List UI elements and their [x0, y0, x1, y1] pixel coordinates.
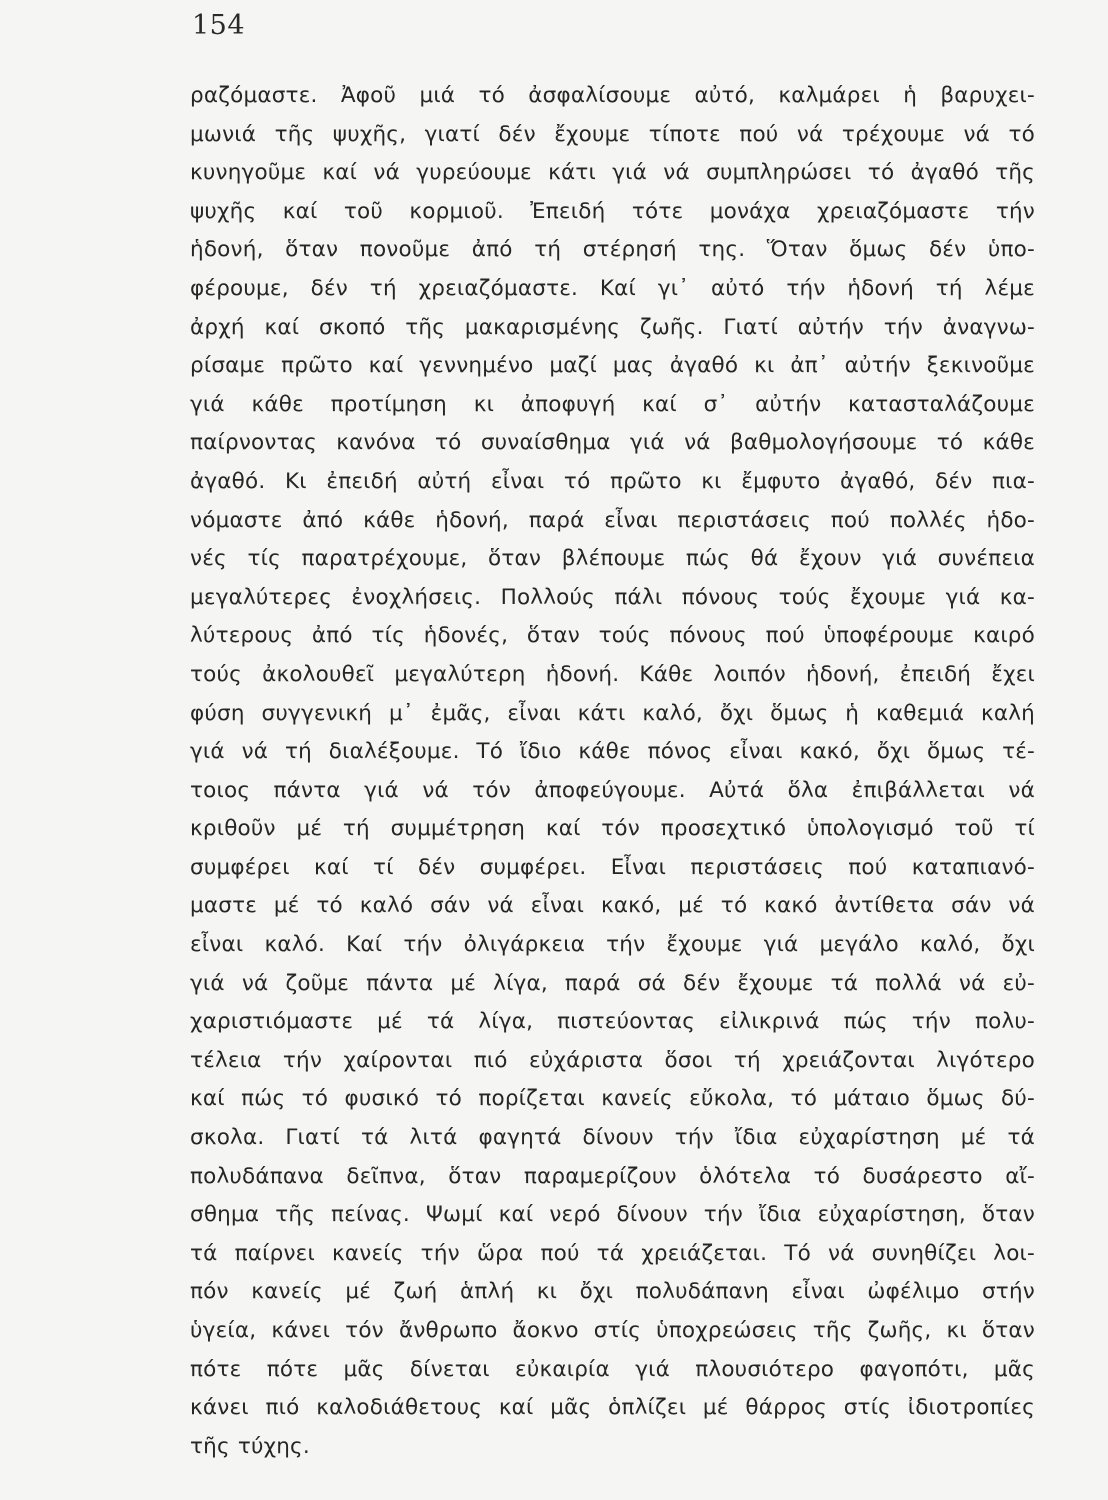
text-line: μωνιά τῆς ψυχῆς, γιατί δέν ἔχουμε τίποτε πού νά τρέχουμε νά τό [190, 121, 1035, 147]
text-line: τέλεια τήν χαίρονται πιό εὐχάριστα ὅσοι τή χρειάζονται λιγότερο [190, 1047, 1035, 1073]
text-line: τά παίρνει κανείς τήν ὥρα πού τά χρειάζεται. Τό νά συνηθίζει λοι- [190, 1240, 1035, 1266]
text-line: γιά νά τή διαλέξουμε. Τό ἴδιο κάθε πόνος εἶναι κακό, ὄχι ὅμως τέ- [190, 739, 1035, 765]
text-line: καί πώς τό φυσικό τό πορίζεται κανείς εὔκολα, τό μάταιο ὅμως δύ- [190, 1086, 1035, 1112]
text-line: πότε πότε μᾶς δίνεται εὐκαιρία γιά πλουσιότερο φαγοπότι, μᾶς [190, 1356, 1035, 1382]
text-line: φύση συγγενική μ᾽ ἐμᾶς, εἶναι κάτι καλό, ὄχι ὅμως ἡ καθεμιά καλή [190, 700, 1035, 726]
text-line: τούς ἀκολουθεῖ μεγαλύτερη ἡδονή. Κάθε λοιπόν ἡδονή, ἐπειδή ἔχει [190, 661, 1035, 687]
text-line: μεγαλύτερες ἐνοχλήσεις. Πολλούς πάλι πόνους τούς ἔχουμε γιά κα- [190, 584, 1035, 610]
text-line: τῆς τύχης. [190, 1433, 310, 1459]
text-line: ψυχῆς καί τοῦ κορμιοῦ. Ἐπειδή τότε μονάχα χρειαζόμαστε τήν [190, 198, 1035, 224]
text-line: παίρνοντας κανόνα τό συναίσθημα γιά νά βαθμολογήσουμε τό κάθε [190, 430, 1035, 456]
text-line: συμφέρει καί τί δέν συμφέρει. Εἶναι περιστάσεις πού καταπιανό- [190, 854, 1035, 880]
text-line: σκολα. Γιατί τά λιτά φαγητά δίνουν τήν ἴδια εὐχαρίστηση μέ τά [190, 1125, 1035, 1151]
page-number: 154 [192, 10, 246, 41]
text-line: γιά νά ζοῦμε πάντα μέ λίγα, παρά σά δέν ἔχουμε τά πολλά νά εὐ- [190, 970, 1035, 996]
text-line: ἡδονή, ὅταν πονοῦμε ἀπό τή στέρησή της. Ὅταν ὅμως δέν ὑπο- [190, 237, 1035, 263]
text-line: φέρουμε, δέν τή χρειαζόμαστε. Καί γι᾽ αὐτό τήν ἡδονή τή λέμε [190, 275, 1035, 301]
text-line: σθημα τῆς πείνας. Ψωμί καί νερό δίνουν τήν ἴδια εὐχαρίστηση, ὅταν [190, 1202, 1035, 1228]
text-line: ὑγεία, κάνει τόν ἄνθρωπο ἄοκνο στίς ὑποχρεώσεις τῆς ζωῆς, κι ὅταν [190, 1318, 1035, 1343]
text-line: τοιος πάντα γιά νά τόν ἀποφεύγουμε. Αὐτά ὅλα ἐπιβάλλεται νά [190, 777, 1035, 803]
text-line: ἀρχή καί σκοπό τῆς μακαρισμένης ζωῆς. Γιατί αὐτήν τήν ἀναγνω- [190, 314, 1035, 340]
text-line: κριθοῦν μέ τή συμμέτρηση καί τόν προσεχτικό ὑπολογισμό τοῦ τί [190, 816, 1035, 842]
text-line: κυνηγοῦμε καί νά γυρεύουμε κάτι γιά νά συμπληρώσει τό ἀγαθό τῆς [190, 160, 1035, 186]
text-line: νές τίς παρατρέχουμε, ὅταν βλέπουμε πώς θά ἔχουν γιά συνέπεια [190, 546, 1035, 572]
text-line: μαστε μέ τό καλό σάν νά εἶναι κακό, μέ τό κακό ἀντίθετα σάν νά [190, 893, 1035, 919]
text-line: εἶναι καλό. Καί τήν ὀλιγάρκεια τήν ἔχουμε γιά μεγάλο καλό, ὄχι [190, 932, 1035, 958]
text-line: νόμαστε ἀπό κάθε ἡδονή, παρά εἶναι περιστάσεις πού πολλές ἡδο- [190, 507, 1035, 533]
text-line: ραζόμαστε. Ἀφοῦ μιά τό ἀσφαλίσουμε αὐτό, καλμάρει ἡ βαρυχει- [190, 83, 1035, 108]
text-line: χαριστιόμαστε μέ τά λίγα, πιστεύοντας εἰλικρινά πώς τήν πολυ- [190, 1009, 1035, 1035]
text-line: κάνει πιό καλοδιάθετους καί μᾶς ὁπλίζει μέ θάρρος στίς ἰδιοτροπίες [190, 1395, 1035, 1421]
text-line: πολυδάπανα δεῖπνα, ὅταν παραμερίζουν ὁλότελα τό δυσάρεστο αἴ- [190, 1163, 1035, 1189]
text-line: γιά κάθε προτίμηση κι ἀποφυγή καί σ᾽ αὐτήν κατασταλάζουμε [190, 391, 1035, 417]
body-text [190, 77, 1035, 1466]
text-line: λύτερους ἀπό τίς ἡδονές, ὅταν τούς πόνους πού ὑποφέρουμε καιρό [190, 623, 1035, 649]
text-line: ρίσαμε πρῶτο καί γεννημένο μαζί μας ἀγαθό κι ἀπ᾽ αὐτήν ξεκινοῦμε [190, 353, 1035, 379]
text-line: ἀγαθό. Κι ἐπειδή αὐτή εἶναι τό πρῶτο κι ἔμφυτο ἀγαθό, δέν πια- [190, 468, 1035, 494]
text-line: πόν κανείς μέ ζωή ἁπλή κι ὄχι πολυδάπανη εἶναι ὠφέλιμο στήν [190, 1279, 1035, 1305]
